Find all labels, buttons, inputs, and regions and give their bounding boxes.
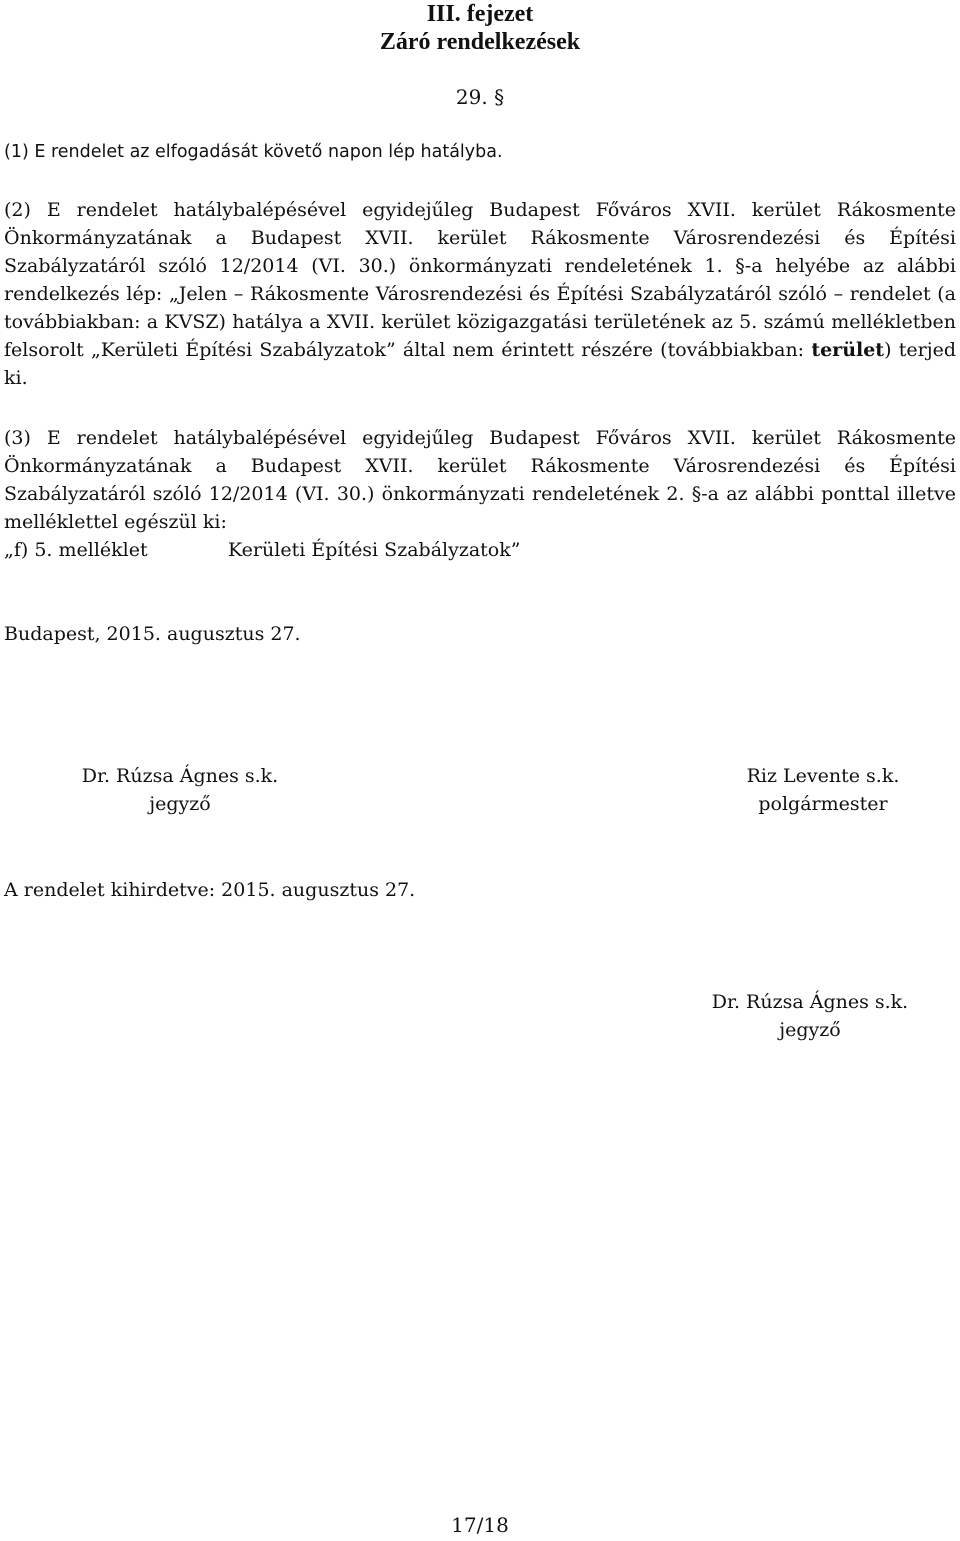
final-signature-name: Dr. Rúzsa Ágnes s.k. <box>711 991 909 1013</box>
signature-left <box>40 762 320 818</box>
paragraph-2-defined-term: terület <box>811 339 885 361</box>
annex-title: Kerületi Építési Szabályzatok” <box>228 539 521 561</box>
paragraph-2-text: (2) E rendelet hatálybalépésével egyidejűleg Budapest Főváros XVII. kerület Rákosmente Önkormányzatának a Budapest XVII. kerület Rákosmente Városrendezési és Építési Szabályzatáról szóló 12/2014 (VI. 30.) önkormányzati rendeletének 1. §-a helyébe az alábbi rendelkezés lép: „Jelen – Rákosmente Városrendezési és Építési Szabályzatáról szóló – rendelet (a továbbiakban: a KVSZ) hatálya a XVII. kerület közigazgatási területének az 5. számú mellékletben felsorolt „Kerületi Építési Szabályzatok” által nem érintett részére (továbbiakban: <box>4 199 956 361</box>
chapter-title: Záró rendelkezések <box>379 29 581 55</box>
section-number: 29. § <box>455 85 505 109</box>
signature-right-role: polgármester <box>758 793 888 815</box>
page-number: 17/18 <box>451 1513 509 1537</box>
chapter-number: III. fejezet <box>426 1 534 27</box>
promulgation: A rendelet kihirdetve: 2015. augusztus 27. <box>4 879 416 901</box>
paragraph-2 <box>4 196 956 392</box>
final-signature <box>685 988 935 1044</box>
paragraph-3: (3) E rendelet hatálybalépésével egyidejűleg Budapest Főváros XVII. kerület Rákosmente Önkormányzatának a Budapest XVII. kerület Rákosmente Városrendezési és Építési Szabályzatáról szóló 12/2014 (VI. 30.) önkormányzati rendeletének 2. §-a az alábbi ponttal illetve melléklettel egészül ki: <box>4 427 956 533</box>
place-date: Budapest, 2015. augusztus 27. <box>4 623 301 645</box>
annex-item: „f) 5. melléklet <box>4 539 148 561</box>
chapter-heading <box>0 0 960 56</box>
signature-left-name: Dr. Rúzsa Ágnes s.k. <box>81 765 279 787</box>
paragraph-2-end: ) terjed ki. <box>4 339 956 389</box>
final-signature-role: jegyző <box>779 1019 841 1041</box>
signature-left-role: jegyző <box>149 793 211 815</box>
signature-right <box>683 762 960 818</box>
paragraph-1: (1) E rendelet az elfogadását követő napon lép hatályba. <box>4 142 503 162</box>
signature-right-name: Riz Levente s.k. <box>746 765 900 787</box>
